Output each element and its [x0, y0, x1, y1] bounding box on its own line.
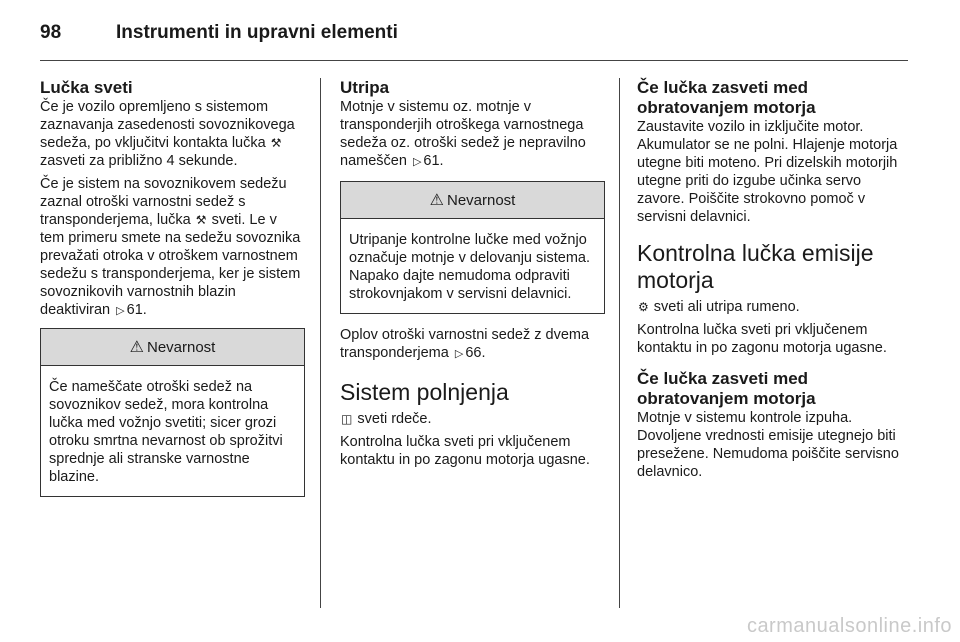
- warning-box: [340, 181, 605, 314]
- paragraph: [637, 298, 907, 316]
- engine-check-icon: ⚙: [638, 300, 649, 314]
- text-span: Če je vozilo opremljeno s sistemom zaznavanja zasedenosti sovoznikovega sedeža, po vključitvi kontakta lučka: [40, 99, 295, 151]
- warning-title: Nevarnost: [446, 191, 516, 209]
- page-ref-text: 61.: [126, 302, 147, 318]
- watermark: carmanualsonline.info: [746, 615, 952, 637]
- column-divider-2: [619, 78, 620, 608]
- paragraph: Zaustavite vozilo in izključite motor. Akumulator se ne polni. Hlajenje motorja utegne biti moteno. Pri dizelskih motorjih utegne priti do izgube učinka servo zavore. Poiščite strokovno pomoč v servisni delavnici.: [637, 119, 898, 225]
- section-heading-lucka-sveti: Lučka sveti: [40, 78, 133, 97]
- warning-header: [41, 329, 304, 366]
- text-span: sveti. Le v tem primeru smete na sedežu sovoznika prevažati otroka v otroškem varnostnem sedežu s transponderjema, ker je sistem sovoznikovih varnostnih blazin deaktiviran: [40, 212, 301, 318]
- warning-body: [41, 366, 304, 496]
- warning-title: Nevarnost: [146, 338, 216, 356]
- text-span: zasveti za približno 4 sekunde.: [40, 153, 238, 169]
- paragraph: [340, 98, 605, 171]
- paragraph: [340, 410, 605, 428]
- section-heading-lucka-zasveti: Če lučka zasveti med obratovanjem motorja: [637, 78, 816, 117]
- page-ref-text: 66.: [465, 345, 486, 361]
- text-span: Oplov otroški varnostni sedež z dvema transponderjema: [340, 327, 590, 361]
- page-number: 98: [40, 22, 62, 43]
- section-heading-utripa: Utripa: [340, 78, 390, 97]
- page-header: [40, 22, 398, 50]
- warning-header: [341, 182, 604, 219]
- airbag-off-icon: ⚒: [195, 213, 207, 227]
- warning-text: Utripanje kontrolne lučke med vožnjo označuje motnje v delovanju sistema. Napako dajte nemudoma odpraviti strokovnjakom v servisni delavnici.: [349, 232, 590, 302]
- page-ref-icon: ▷: [454, 348, 464, 360]
- text-span: Če je sistem na sovoznikovem sedežu zaznal otroški varnostni sedež s transponderjema, lučka: [40, 176, 287, 228]
- paragraph: Kontrolna lučka sveti pri vključenem kontaktu in po zagonu motorja ugasne.: [340, 434, 590, 468]
- warning-triangle-icon: ⚠: [129, 339, 144, 356]
- battery-icon: ◫: [341, 412, 353, 426]
- section-title-sistem-polnjenja: Sistem polnjenja: [340, 379, 509, 405]
- warning-triangle-icon: ⚠: [429, 192, 444, 209]
- column-3: [637, 78, 907, 481]
- text-span: sveti ali utripa rumeno.: [653, 299, 800, 315]
- header-divider: [40, 60, 908, 61]
- paragraph: [40, 175, 305, 320]
- page-ref-icon: ▷: [116, 305, 125, 317]
- airbag-off-icon: ⚒: [270, 136, 282, 150]
- paragraph: Motnje v sistemu kontrole izpuha. Dovoljene vrednosti emisije utegnejo biti presežene. Nemudoma poiščite servisno delavnico.: [637, 410, 899, 480]
- warning-text: Če nameščate otroški sedež na sovoznikov sedež, mora kontrolna lučka med vožnjo svetiti; sicer grozi otroku smrtna nevarnost ob sprožitvi sprednje ali stranske varnostne blazine.: [49, 379, 283, 485]
- paragraph: Kontrolna lučka sveti pri vključenem kontaktu in po zagonu motorja ugasne.: [637, 322, 887, 356]
- page-ref-icon: ▷: [412, 156, 422, 168]
- column-divider-1: [320, 78, 321, 608]
- warning-body: [341, 219, 604, 313]
- column-2: [340, 78, 605, 469]
- section-heading-lucka-zasveti-2: Če lučka zasveti med obratovanjem motorja: [637, 369, 816, 408]
- page-ref-text: 61.: [423, 153, 444, 169]
- warning-box: [40, 328, 305, 497]
- text-span: sveti rdeče.: [357, 411, 432, 427]
- paragraph: [340, 326, 605, 363]
- text-span: Motnje v sistemu oz. motnje v transponderjih otroškega varnostnega sedeža oz. otroški sedež je nepravilno nameščen: [340, 99, 586, 169]
- section-title-kontrolna-lucka-emisije: Kontrolna lučka emisije motorja: [637, 240, 874, 293]
- page-title: Instrumenti in upravni elementi: [116, 22, 398, 43]
- column-1: [40, 78, 305, 497]
- paragraph: [40, 98, 305, 170]
